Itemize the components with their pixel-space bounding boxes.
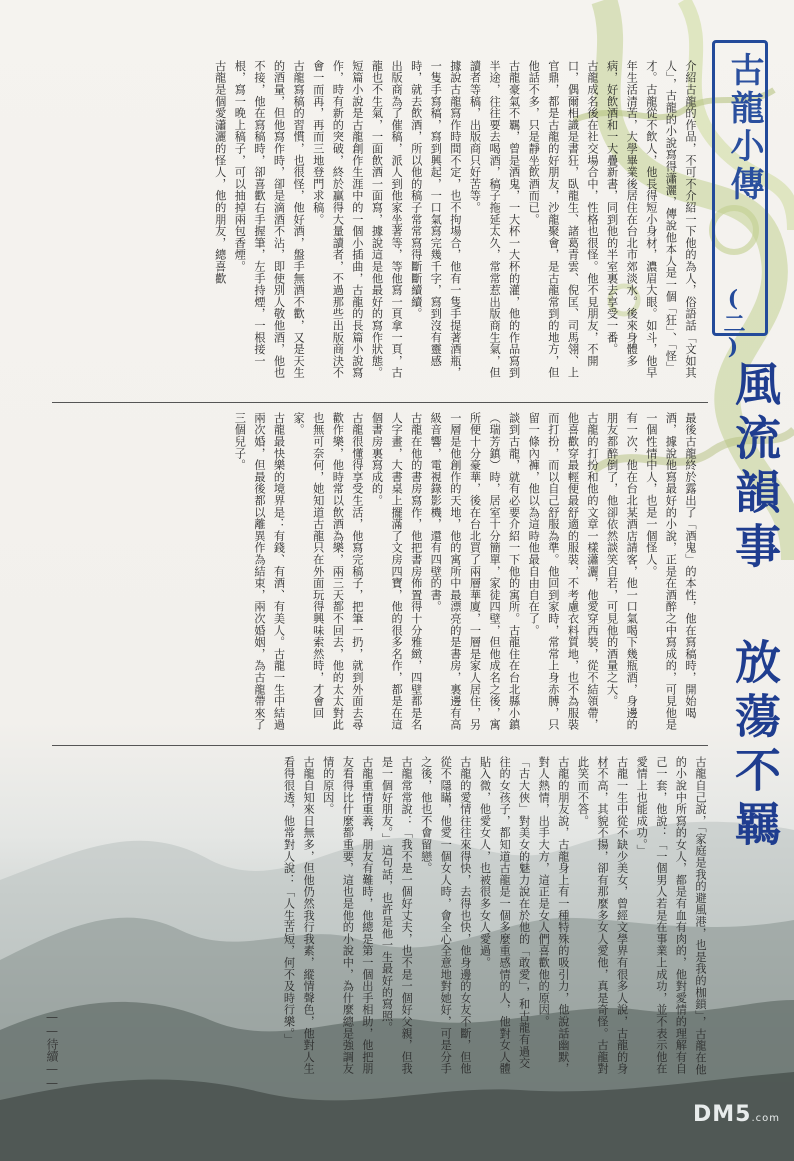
text-section-top	[60, 60, 700, 390]
section-divider	[52, 745, 708, 746]
watermark-domain: .com	[751, 1113, 780, 1124]
part-number: (二)	[720, 286, 746, 360]
paragraph: 有一次，他在台北某酒店請客，他一口氣喝下幾瓶酒，身邊的朋友都醉倒了，他卻依然談笑自若，可見他的酒量之大。	[605, 412, 639, 731]
paragraph: 介紹古龍的作品，不可不介紹一下他的為人，俗語話「文如其人」，古龍的小說寫得瀟灑，傳說他本人是一個「狂」、「怪」才。古龍從不飲人，他長得短小身材，濃眉大眼。如斗，他早年生活清苦，大學畢業後居住在台北市郊淡水。後來身體多病，好飲酒和一大疊新書，同到他的半室裏去享受一番。	[605, 60, 697, 379]
paragraph: 古龍最快樂的境界是：有錢、有酒、有美人。古龍一生中結過兩次婚，但最後都以離異作為結束，兩次婚姻，為古龍帶來了三個兒子。	[233, 412, 286, 731]
paragraph: 古龍的愛情往往來得快，去得也快，他身邊的女友不斷，但他從不隱瞞，他愛一個女人時，會全心全意地對她好，可是分手之後，他也不會留戀。	[419, 756, 472, 1075]
paragraph: 最後古龍終於露出了「酒鬼」的本性，他在寫稿時，開始喝酒，據說他寫最好的小說，正是在酒醉之中寫成的，可見他是一個性情中人，也是一個怪人。	[644, 412, 697, 731]
to-be-continued-mark: ——待續——	[45, 1010, 59, 1090]
paragraph: 古龍很懂得享受生活，他寫完稿子，把筆一扔，就到外面去尋歡作樂，他時常以飲酒為樂，兩三天都不回去，他的太太對此也無可奈何，她知道古龍只在外面玩得興味索然時，才會回家。	[292, 412, 364, 731]
paragraph: 談到古龍，就有必要介紹一下他的寓所。古龍住在台北縣小鎮（瑞芳鎮）時，居室十分簡單，家徒四壁，但他成名之後，寓所便十分豪華，後在台北買了兩層華廈，一層是家人居住，另一層是他創作的天地，他的寓所中最漂亮的是書房，裏邊有高級音響，電視錄影機，還有四壁的書。	[429, 412, 521, 731]
article-subtitle: 風流韻事 放蕩不羈	[728, 360, 782, 854]
paragraph: 古龍的朋友說，古龍身上有一種特殊的吸引力，他說話幽默，對人熱情，出手大方，這正是女人們喜歡他的原因。	[537, 756, 570, 1075]
paragraph: 古龍寫稿的習慣，也很怪，他好酒，盤手無酒不歡，又是天生的酒量，但他寫作時，卻是滴酒不沾，即使別人敬他酒，他也不接，他在寫稿時，卻喜歡右手握筆，左手持煙，一根接一根，寫一晚上稿子，可以抽掉兩包香煙。	[233, 60, 306, 379]
site-watermark	[693, 1102, 780, 1127]
paragraph: 古龍一生中從不缺少美女，曾經文學界有很多人說，古龍的身材不高，其貌不揚，卻有那麼多女人愛他，真是奇怪。古龍對此笑而不答。	[576, 756, 629, 1075]
paragraph: 「古大俠」對美女的魅力說在於他的「敢愛」，和古龍有過交往的女孩子，都知道古龍是一個多麼重感情的人，他對女人體貼入微，他愛女人，也被很多女人愛過。	[478, 756, 531, 1075]
paragraph: 據說古龍寫作時間不定，也不拘場合，他有一隻手提著酒瓶，一隻手寫稿，寫到興起，一口氣寫完幾千字，寫到沒有靈感時，就去飲酒，所以他的稿子常常寫得斷斷續續。	[409, 60, 462, 379]
paragraph: 古龍在他的書房寫作，他把書房佈置得十分雅緻，四壁都是名人字畫，大書桌上擺滿了文房四寶，他的很多名作，都是在這個書房裏寫成的。	[370, 412, 423, 731]
paragraph: 短篇小說是古龍創作生涯中的一個小插曲，古龍的長篇小說寫作，時有新的突破，終於贏得大量讀者，不過那些出版商決不會一而再，再而三地登門求稿。	[311, 60, 364, 379]
paragraph: 古龍的打扮和他的文章一樣瀟灑，他愛穿西裝，從不結領帶，他喜歡穿最輕便最舒適的服裝，不考慮衣料質地，也不為服裝而打扮，而以自己舒服為準。他回到家時，常常上身赤膊，只留一條內褲，他以為這時他最自由自在了。	[527, 412, 600, 731]
paragraph: 古龍自己說，「家庭是我的避風港，也是我的枷鎖」，古龍在他的小說中所寫的女人，都是有血有肉的，他對愛情的理解有自己一套，他說：「一個男人若是在事業上成功，並不表示他在愛情上也能成功。」	[635, 756, 707, 1076]
section-divider	[52, 402, 708, 403]
paragraph: 古龍重情重義，朋友有難時，他總是第一個出手相助，他把朋友看得比什麼都重要，這也是他的小說中，為什麼總是強調友情的原因。	[321, 756, 374, 1075]
paragraph: 古龍常常說：「我不是一個好丈夫，也不是一個好父親，但我是一個好朋友。」這句話，也許是他一生最好的寫照。	[380, 756, 414, 1075]
text-section-bottom	[70, 756, 710, 1080]
text-section-middle	[60, 412, 700, 734]
article-title: 古龍小傳	[724, 52, 764, 204]
watermark-text: DM5	[692, 1102, 752, 1127]
paragraph: 古龍自知來日無多，但他仍然我行我素，縱情聲色，他對人生看得很透，他常對人說：「人生苦短，何不及時行樂。」	[282, 756, 316, 1075]
paragraph: 古龍豪氣不羈，曾是酒鬼，一大杯一大杯的灌，他的作品寫到半途，往往要去喝酒，稿子拖延太久，常常惹出版商生氣，但讀者等稿，出版商只好苦等。	[468, 60, 521, 379]
paragraph: 古龍是個愛瀟灑的怪人，他的朋友，總喜歡	[213, 60, 227, 285]
paragraph: 古龍成名後在社交場合中，性格也很怪。他不見朋友，不開口，偶爾相識是書狂，臥龍生、諸葛青雲、倪匡、司馬翎、上官鼎，都是古龍的好朋友，沙龍聚會，是古龍常到的地方，但他話不多，只是靜坐飲酒而已。	[527, 60, 600, 379]
paragraph: 出版商為了催稿，派人到他家坐著等，等他寫一頁拿一頁，古龍也不生氣，一面飲酒一面寫，據說這是他最好的寫作狀態。	[370, 60, 404, 379]
